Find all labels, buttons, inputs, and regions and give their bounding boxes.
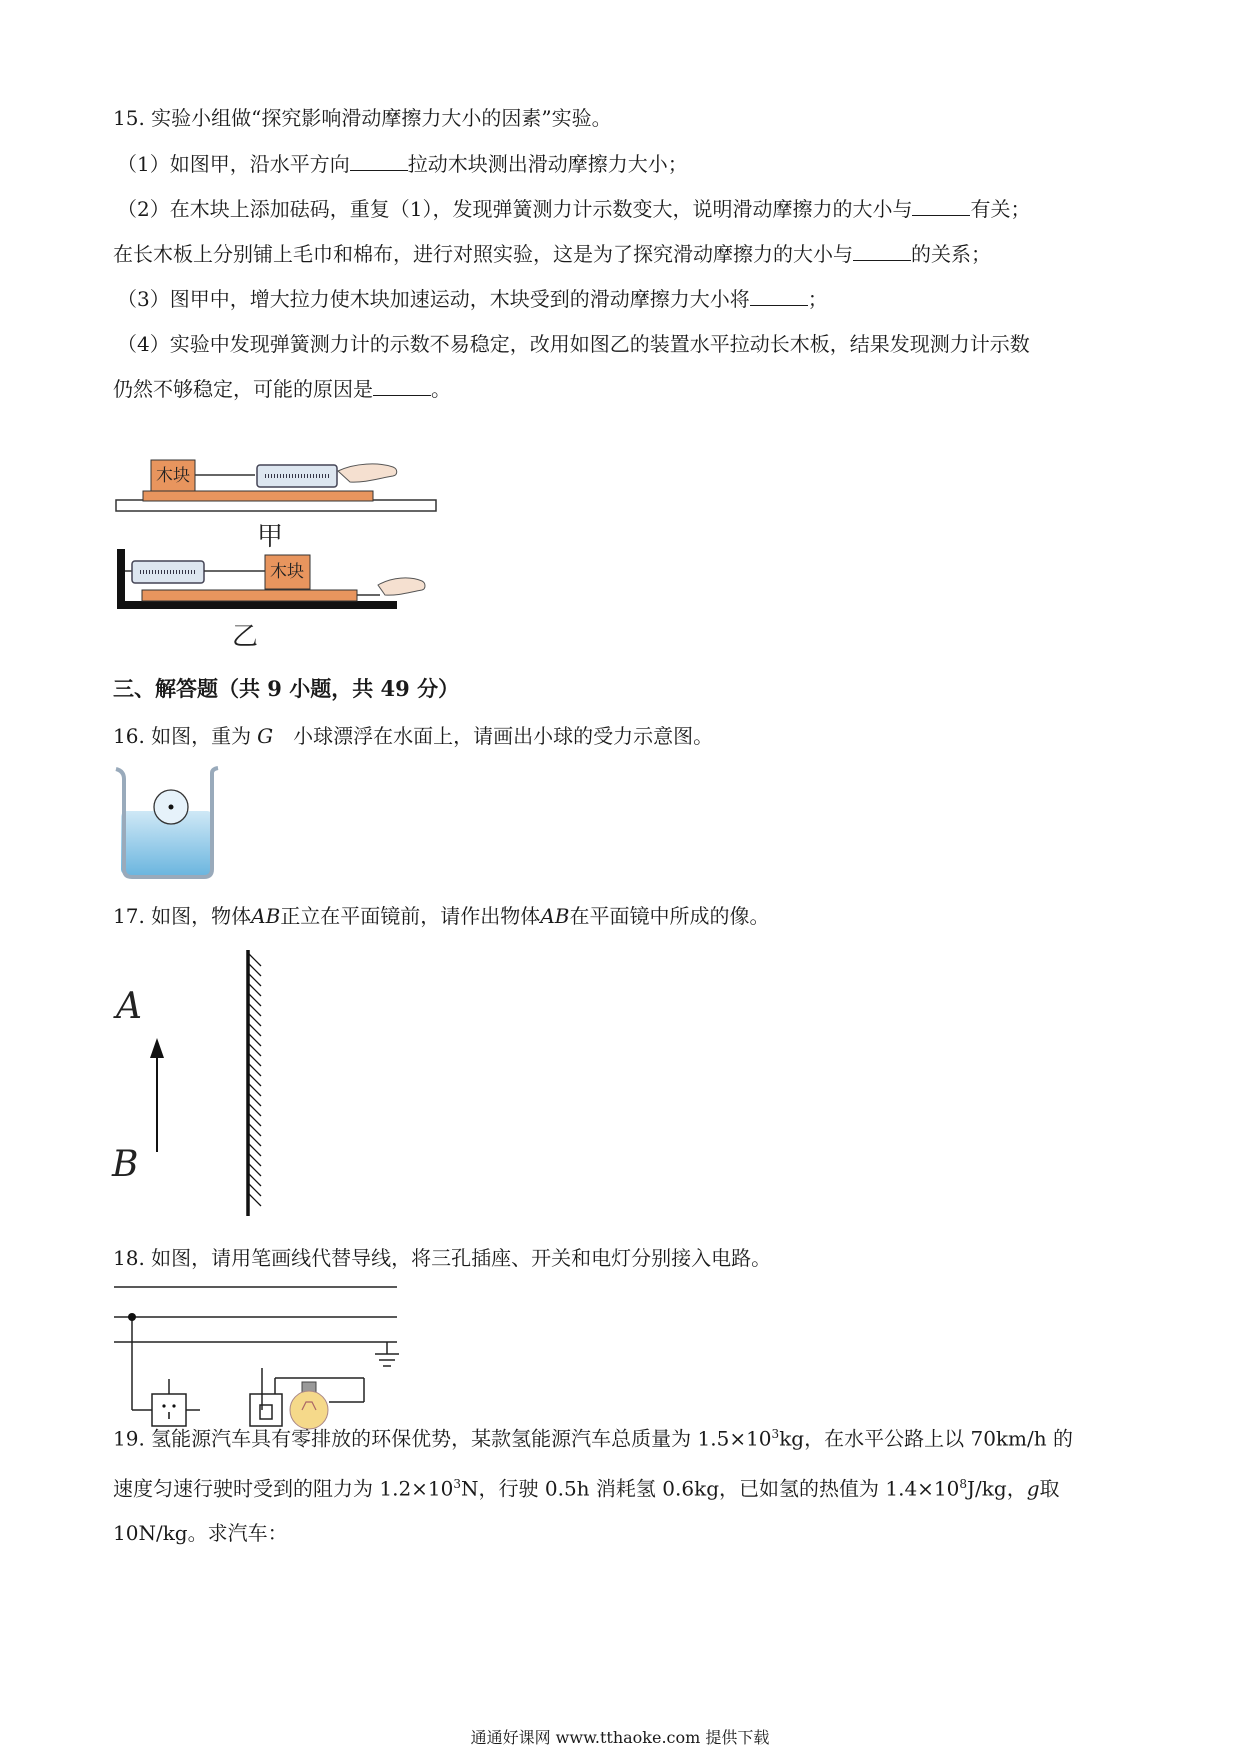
q15-part3-text-a: （3）图甲中，增大拉力使木块加速运动，木块受到的滑动摩擦力大小将: [117, 287, 750, 311]
q19-l1-a: 19. 氢能源汽车具有零排放的环保优势，某款氢能源汽车总质量为 1.5×10: [113, 1426, 772, 1451]
q15-part3: [117, 285, 828, 313]
table-surface-jia: [116, 500, 436, 511]
q15-part2: [117, 195, 1030, 223]
wood-block-label-yi: 木块: [270, 562, 304, 582]
long-board-jia: [143, 491, 373, 501]
hand-icon: [378, 578, 425, 595]
q17-ab-1: AB: [251, 904, 281, 928]
q16-text-b: 小球漂浮在水面上，请画出小球的受力示意图。: [293, 724, 714, 748]
q15-part4-text-c: 。: [431, 377, 451, 401]
q15-part3-text-b: ；: [807, 287, 828, 311]
q19-l1-b: kg，在水平公路上以 70km/h 的: [779, 1426, 1073, 1451]
q15-part4: （4）实验中发现弹簧测力计的示数不易稳定，改用如图乙的装置水平拉动长木板，结果发现测力计示数: [117, 332, 1030, 356]
q18-text: 18. 如图，请用笔画线代替导线，将三孔插座、开关和电灯分别接入电路。: [113, 1246, 772, 1270]
q15-part1-text-b: 拉动木块测出滑动摩擦力大小；: [407, 152, 688, 176]
q15-part1: [117, 150, 688, 178]
q15-title: 15. 实验小组做“探究影响滑动摩擦力大小的因素”实验。: [113, 106, 612, 130]
q17-ab-2: AB: [540, 904, 570, 928]
base-yi: [117, 601, 397, 609]
q15-part2-text-c: 在长木板上分别铺上毛巾和棉布，进行对照实验，这是为了探究滑动摩擦力的大小与: [113, 242, 853, 266]
point-b-label: B: [112, 1144, 139, 1185]
friction-experiment-figure: [110, 445, 470, 655]
q19-l2-d: 取: [1039, 1476, 1060, 1501]
answer-blank[interactable]: [750, 285, 808, 306]
q15-part2-text-d: 的关系；: [911, 242, 991, 266]
q19-l2-g: g: [1026, 1476, 1040, 1501]
wood-block-label-jia: 木块: [156, 466, 190, 486]
answer-blank[interactable]: [853, 240, 911, 261]
q15-part4-text-b: 仍然不够稳定，可能的原因是: [113, 377, 373, 401]
q15-part2-cont: [113, 240, 991, 268]
q17-text-b: 正立在平面镜前，请作出物体: [280, 904, 541, 928]
q19-l2-b: N，行驶 0.5h 消耗氢 0.6kg，已如氢的热值为 1.4×10: [461, 1476, 960, 1501]
mirror-figure: [110, 950, 280, 1220]
q17-text-a: 17. 如图，物体: [113, 904, 252, 928]
figure-label-jia: 甲: [256, 522, 284, 552]
section-title: 三、解答题（共 9 小题，共 49 分）: [113, 676, 460, 701]
figure-label-yi: 乙: [231, 622, 259, 652]
q15-part2-text-a: （2）在木块上添加砝码，重复（1），发现弹簧测力计示数变大，说明滑动摩擦力的大小与: [117, 197, 913, 221]
answer-blank[interactable]: [350, 150, 408, 171]
beaker-figure: [112, 765, 224, 883]
q19-line1: [113, 1420, 1073, 1453]
q19-l1-sup: 3: [771, 1427, 780, 1441]
q16-g: G: [257, 724, 274, 748]
long-board-yi: [142, 590, 357, 601]
junction-dot: [128, 1313, 136, 1321]
answer-blank[interactable]: [373, 375, 431, 396]
q19-l2-sup: 3: [453, 1477, 462, 1491]
hand-icon: [338, 464, 397, 482]
q15-part4-cont: [113, 375, 451, 403]
q15-part1-text-a: （1）如图甲，沿水平方向: [117, 152, 350, 176]
q19-line2: [113, 1470, 1060, 1503]
answer-blank[interactable]: [912, 195, 970, 216]
q19-l2-c: J/kg，: [967, 1476, 1027, 1501]
circuit-figure: [112, 1282, 422, 1442]
q19-line3: 10N/kg。求汽车：: [113, 1521, 288, 1545]
q19-l2-a: 速度匀速行驶时受到的阻力为 1.2×10: [113, 1476, 454, 1501]
q15-part2-text-b: 有关；: [970, 197, 1031, 221]
q16-text: [113, 722, 713, 750]
ball-center-dot: [169, 805, 174, 810]
arrow-head: [150, 1038, 164, 1058]
q19-l2-sup2: 8: [959, 1477, 968, 1491]
page-footer: 通通好课网 www.tthaoke.com 提供下载: [470, 1728, 770, 1747]
wall-yi: [117, 549, 125, 609]
socket-holes-icon: [162, 1404, 175, 1419]
q17-text-c: 在平面镜中所成的像。: [569, 904, 770, 928]
point-a-label: A: [116, 986, 142, 1027]
q17-text: [113, 902, 769, 930]
mirror-hatching: [249, 954, 261, 1206]
q16-text-a: 16. 如图，重为: [113, 724, 252, 748]
